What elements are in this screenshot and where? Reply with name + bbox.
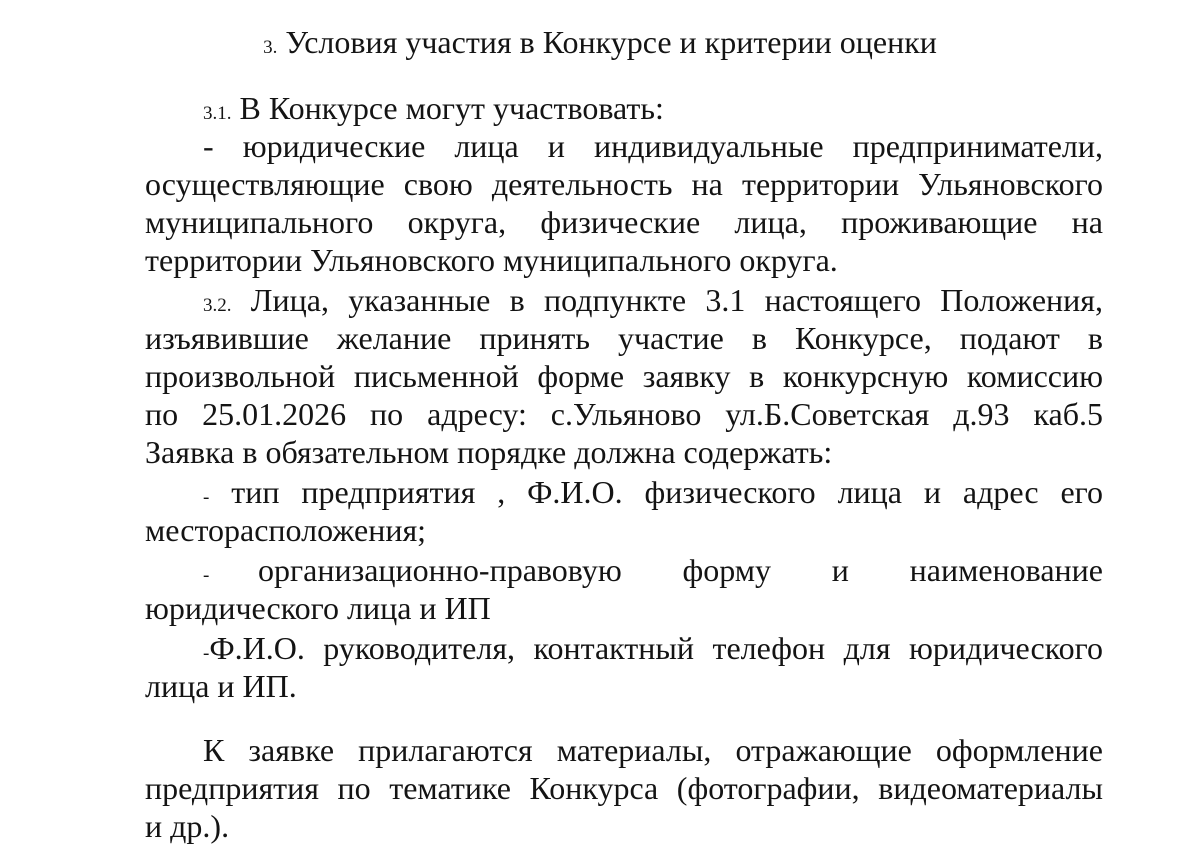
requirement-3-text: Ф.И.О. руководителя, контактный телефон для юридического bbox=[209, 630, 1103, 666]
requirement-3-first-line bbox=[203, 628, 1103, 674]
attachment-line-2: предприятия по тематике Конкурса (фотографии, видеоматериалы bbox=[145, 770, 1103, 806]
requirement-2-first-line: организационно-правовую форму и наименование bbox=[258, 552, 1103, 588]
section-title bbox=[0, 22, 1200, 68]
attachment-line-3: и др.). bbox=[145, 808, 230, 844]
clause-3-1-line-2: осуществляющие свою деятельность на территории Ульяновского bbox=[145, 166, 1103, 202]
requirement-1-text: тип предприятия , Ф.И.О. физического лица и адрес его bbox=[231, 474, 1103, 510]
clause-3-2-first-line-text: Лица, указанные в подпункте 3.1 настоящего Положения, bbox=[250, 282, 1104, 318]
clause-3-1-line-1: - юридические лица и индивидуальные предприниматели, bbox=[203, 128, 1103, 164]
clause-3-1-line-4: территории Ульяновского муниципального округа. bbox=[145, 242, 838, 278]
clause-3-2-line-5: Заявка в обязательном порядке должна содержать: bbox=[145, 434, 833, 470]
requirement-2-continuation: юридического лица и ИП bbox=[145, 590, 491, 626]
section-number: 3. bbox=[263, 37, 278, 58]
clause-3-2-line-2: изъявившие желание принять участие в Конкурсе, подают в bbox=[145, 320, 1103, 356]
requirement-3-continuation: лица и ИП. bbox=[145, 668, 297, 704]
requirement-3-dash: - bbox=[203, 643, 210, 664]
section-title-text: Условия участия в Конкурсе и критерии оценки bbox=[285, 24, 937, 60]
clause-3-2-line-4: по 25.01.2026 по адресу: с.Ульяново ул.Б.Советская д.93 каб.5 bbox=[145, 396, 1103, 432]
clause-3-2-number: 3.2. bbox=[203, 295, 232, 316]
attachment-line-1: К заявке прилагаются материалы, отражающие оформление bbox=[203, 732, 1103, 768]
clause-3-1-heading-text: В Конкурсе могут участвовать: bbox=[239, 90, 664, 126]
clause-3-2-line-3: произвольной письменной форме заявку в конкурсную комиссию bbox=[145, 358, 1103, 394]
requirement-1-continuation: месторасположения; bbox=[145, 512, 427, 548]
requirement-2-dash: - bbox=[203, 565, 210, 586]
clause-3-1-number: 3.1. bbox=[203, 103, 232, 124]
clause-3-1-line-3: муниципального округа, физические лица, проживающие на bbox=[145, 204, 1103, 240]
requirement-1-dash: - bbox=[203, 487, 210, 508]
